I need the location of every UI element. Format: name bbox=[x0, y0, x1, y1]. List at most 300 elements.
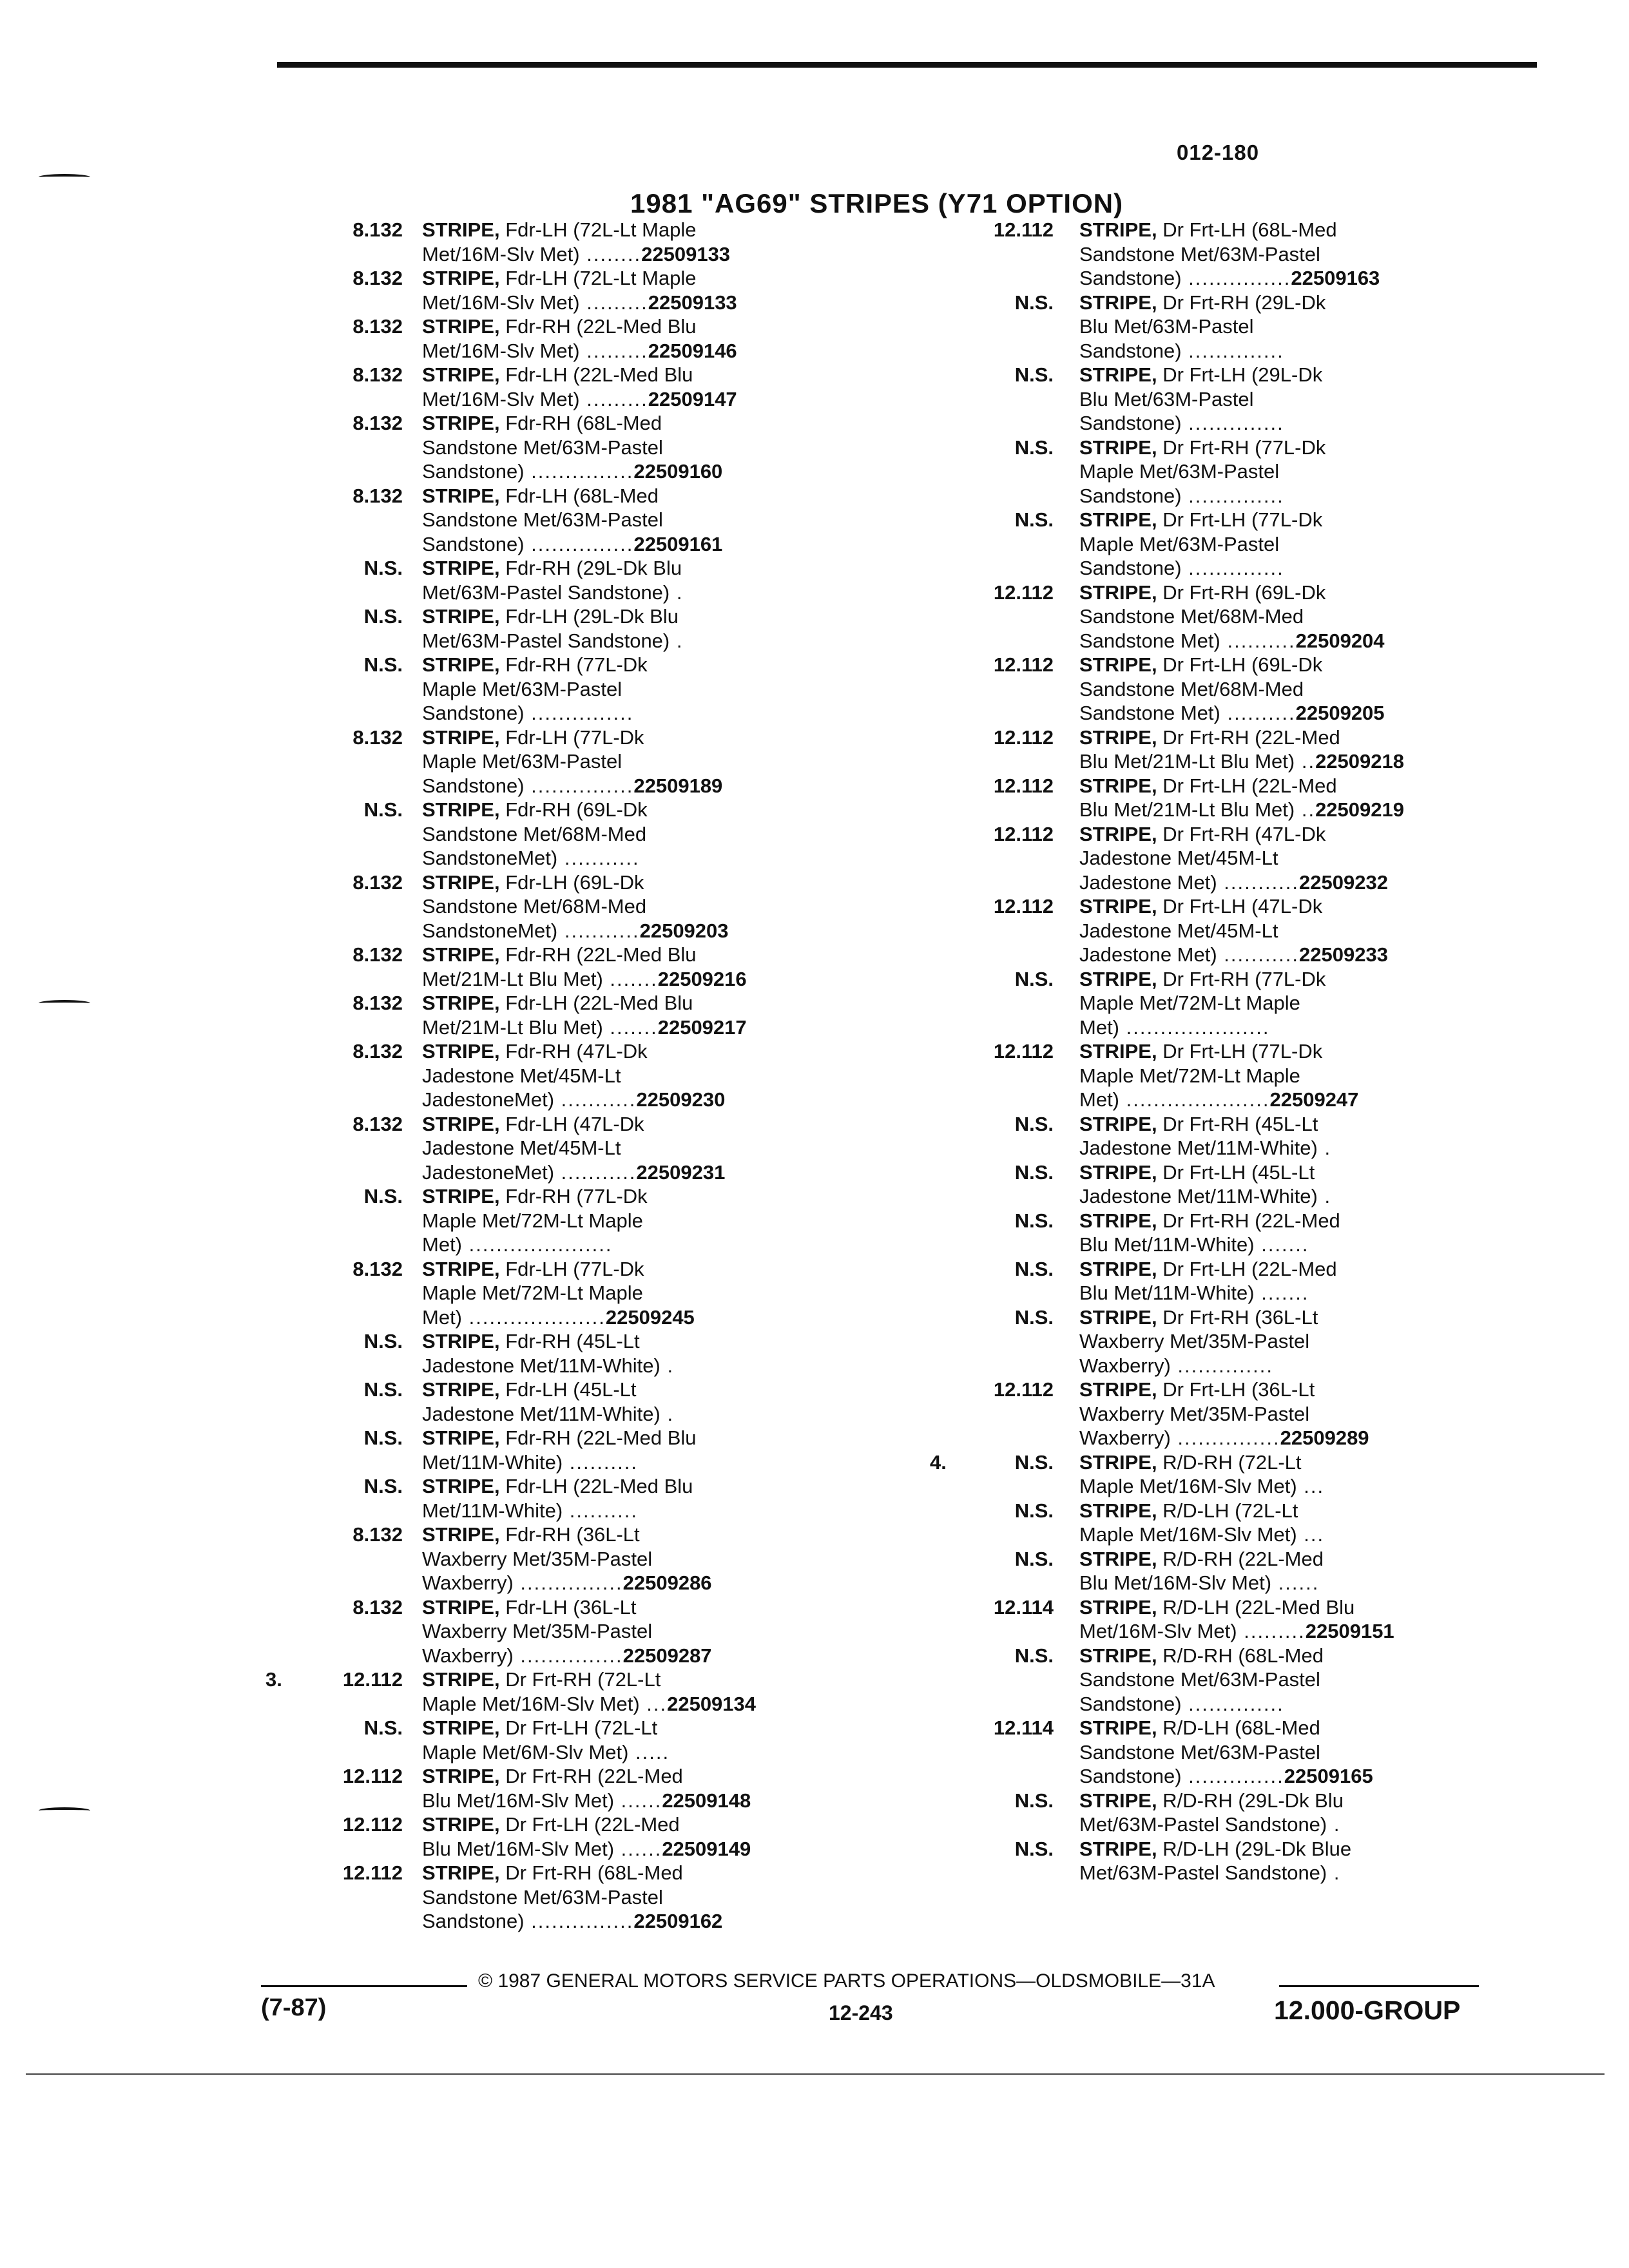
description-line bbox=[422, 1474, 873, 1499]
description-text: Dr Frt-LH (68L-Med bbox=[1162, 218, 1337, 241]
description-line bbox=[422, 1064, 873, 1088]
part-name: STRIPE, bbox=[422, 992, 500, 1014]
description-text: Fdr-RH (22L-Med Blu bbox=[505, 1427, 697, 1449]
description-text: Maple Met/16M-Slv Met) bbox=[1079, 1475, 1297, 1497]
description-text: Jadestone Met) bbox=[1079, 870, 1217, 894]
illustration-ref: N.S. bbox=[1014, 1499, 1054, 1522]
description-line bbox=[1079, 1789, 1537, 1813]
description-line bbox=[422, 653, 873, 677]
description-text: R/D-LH (72L-Lt bbox=[1162, 1499, 1298, 1522]
description-text: Dr Frt-RH (45L-Lt bbox=[1162, 1112, 1318, 1135]
description-line bbox=[1079, 870, 1537, 895]
description-text: Fdr-RH (69L-Dk bbox=[505, 798, 648, 821]
part-name: STRIPE, bbox=[422, 653, 500, 676]
dot-leader: ..................... bbox=[1119, 1088, 1270, 1111]
description-text: Blu Met/21M-Lt Blu Met) bbox=[1079, 798, 1295, 821]
part-description bbox=[422, 870, 873, 943]
dot-leader: ... bbox=[1296, 1475, 1325, 1497]
part-name: STRIPE, bbox=[422, 1861, 500, 1884]
description-line bbox=[1079, 919, 1537, 943]
illustration-ref: N.S. bbox=[1014, 1209, 1054, 1232]
description-line bbox=[422, 629, 873, 653]
dot-leader: ...... bbox=[614, 1789, 662, 1812]
description-line bbox=[422, 459, 873, 484]
part-name: STRIPE, bbox=[422, 1257, 500, 1280]
part-name: STRIPE, bbox=[1079, 1257, 1157, 1280]
illustration-ref: 8.132 bbox=[352, 315, 403, 338]
part-name: STRIPE, bbox=[422, 726, 500, 749]
part-name: STRIPE, bbox=[1079, 218, 1157, 241]
description-text: Met) bbox=[1079, 1088, 1119, 1111]
description-line bbox=[1079, 943, 1537, 967]
description-line bbox=[1079, 1667, 1537, 1692]
part-number: 22509233 bbox=[1299, 943, 1388, 966]
illustration-ref: N.S. bbox=[363, 1330, 403, 1352]
illustration-ref: N.S. bbox=[1014, 1789, 1054, 1812]
description-text: Jadestone Met/45M-Lt bbox=[422, 1137, 621, 1159]
part-name: STRIPE, bbox=[1079, 291, 1157, 314]
description-line bbox=[422, 774, 873, 798]
description-line bbox=[422, 242, 873, 267]
illustration-ref: 12.114 bbox=[993, 1716, 1054, 1739]
description-text: Fdr-LH (22L-Med Blu bbox=[505, 992, 693, 1014]
part-number: 22509189 bbox=[633, 774, 723, 797]
description-line bbox=[1079, 604, 1537, 629]
description-line bbox=[1079, 532, 1537, 557]
illustration-ref: 8.132 bbox=[352, 1595, 403, 1619]
description-line bbox=[422, 701, 873, 726]
part-number: 22509247 bbox=[1269, 1088, 1359, 1111]
description-line bbox=[1079, 1837, 1537, 1861]
binder-hole-mark bbox=[39, 1807, 90, 1814]
part-entry bbox=[905, 894, 1537, 967]
dot-leader: ............... bbox=[1170, 1427, 1280, 1449]
dot-leader: .............. bbox=[1181, 1765, 1284, 1787]
part-name: STRIPE, bbox=[1079, 1209, 1157, 1232]
description-line bbox=[1079, 1064, 1537, 1088]
binder-hole-mark bbox=[39, 1000, 90, 1006]
description-line bbox=[422, 822, 873, 847]
illustration-ref: N.S. bbox=[1014, 1837, 1054, 1860]
part-entry bbox=[905, 291, 1537, 363]
illustration-ref: 12.112 bbox=[342, 1765, 403, 1787]
part-description bbox=[1079, 967, 1537, 1040]
illustration-ref: N.S. bbox=[1014, 1450, 1054, 1474]
description-text: Sandstone) bbox=[422, 774, 525, 797]
dot-leader: . bbox=[660, 1402, 675, 1425]
description-text: Dr Frt-LH (72L-Lt bbox=[505, 1716, 658, 1739]
part-description bbox=[422, 363, 873, 411]
part-name: STRIPE, bbox=[1079, 363, 1157, 386]
part-description bbox=[1079, 1450, 1537, 1499]
description-text: Waxberry) bbox=[422, 1644, 514, 1667]
description-line bbox=[422, 1112, 873, 1137]
description-line bbox=[422, 1088, 873, 1112]
description-line bbox=[1079, 967, 1537, 992]
description-line bbox=[1079, 1209, 1537, 1233]
dot-leader: ... bbox=[1296, 1523, 1325, 1546]
top-rule bbox=[277, 62, 1537, 68]
description-text: Jadestone Met) bbox=[1079, 943, 1217, 966]
page-title: 1981 "AG69" STRIPES (Y71 OPTION) bbox=[630, 188, 1124, 218]
illustration-ref: N.S. bbox=[1014, 1112, 1054, 1135]
description-text: Waxberry Met/35M-Pastel bbox=[422, 1620, 653, 1642]
description-text: Maple Met/63M-Pastel bbox=[422, 677, 622, 700]
part-entry bbox=[905, 581, 1537, 653]
description-line bbox=[1079, 1160, 1537, 1185]
part-entry bbox=[267, 1595, 873, 1668]
dot-leader: . bbox=[670, 629, 684, 652]
illustration-ref: N.S. bbox=[363, 1378, 403, 1401]
description-line bbox=[422, 1764, 873, 1789]
description-text: Fdr-RH (22L-Med Blu bbox=[505, 315, 697, 338]
description-text: Sandstone) bbox=[1079, 1765, 1182, 1787]
description-line bbox=[1079, 798, 1537, 822]
illustration-ref: N.S. bbox=[1014, 1644, 1054, 1667]
copyright: © 1987 GENERAL MOTORS SERVICE PARTS OPERATIONS—OLDSMOBILE—31A bbox=[478, 1970, 1215, 1992]
part-description bbox=[422, 1329, 873, 1378]
description-line bbox=[422, 1644, 873, 1668]
description-line bbox=[422, 532, 873, 557]
dot-leader: ............... bbox=[524, 774, 634, 797]
description-text: Sandstone) bbox=[422, 532, 525, 555]
description-line bbox=[1079, 1305, 1537, 1330]
description-text: Met/21M-Lt Blu Met) bbox=[422, 1015, 603, 1039]
dot-leader: ..................... bbox=[1119, 1015, 1270, 1039]
part-entry bbox=[905, 1837, 1537, 1885]
dot-leader: ....... bbox=[1254, 1282, 1309, 1304]
part-name: STRIPE, bbox=[1079, 1547, 1157, 1570]
description-text: Dr Frt-LH (77L-Dk bbox=[1162, 508, 1323, 531]
illustration-ref: 8.132 bbox=[352, 943, 403, 966]
part-entry bbox=[905, 436, 1537, 508]
description-line bbox=[422, 870, 873, 895]
part-name: STRIPE, bbox=[1079, 1378, 1157, 1401]
dot-leader: .............. bbox=[1170, 1354, 1274, 1377]
description-text: Dr Frt-RH (72L-Lt bbox=[505, 1668, 661, 1691]
description-line bbox=[422, 991, 873, 1015]
description-text: Dr Frt-RH (29L-Dk bbox=[1162, 291, 1326, 314]
illustration-ref: 8.132 bbox=[352, 1112, 403, 1135]
description-line bbox=[1079, 653, 1537, 677]
dot-leader: ........... bbox=[1217, 870, 1300, 894]
description-line bbox=[422, 581, 873, 605]
dot-leader: ......... bbox=[579, 387, 648, 410]
part-entry bbox=[267, 1716, 873, 1764]
part-description bbox=[1079, 1499, 1537, 1547]
illustration-ref: 12.112 bbox=[342, 1813, 403, 1836]
part-description bbox=[422, 1861, 873, 1934]
description-text: R/D-RH (22L-Med bbox=[1162, 1547, 1324, 1570]
part-name: STRIPE, bbox=[422, 1378, 500, 1401]
part-name: STRIPE, bbox=[422, 605, 500, 628]
description-text: Waxberry) bbox=[1079, 1427, 1171, 1449]
description-text: Fdr-RH (77L-Dk bbox=[505, 1185, 648, 1207]
description-text: Blu Met/11M-White) bbox=[1079, 1233, 1255, 1256]
part-number: 22509219 bbox=[1315, 798, 1404, 821]
dot-leader: ...... bbox=[614, 1837, 662, 1860]
dot-leader: .................... bbox=[462, 1305, 606, 1329]
description-line bbox=[1079, 1740, 1537, 1765]
description-text: Met/63M-Pastel Sandstone) bbox=[1079, 1813, 1327, 1836]
description-text: Fdr-RH (47L-Dk bbox=[505, 1040, 648, 1062]
description-text: Sandstone) bbox=[422, 1910, 525, 1932]
part-name: STRIPE, bbox=[1079, 581, 1157, 604]
description-text: R/D-RH (72L-Lt bbox=[1162, 1450, 1302, 1474]
part-entry bbox=[267, 1378, 873, 1426]
part-entry bbox=[905, 1499, 1537, 1547]
illustration-ref: N.S. bbox=[1014, 1257, 1054, 1280]
part-number: 22509232 bbox=[1299, 870, 1388, 894]
part-entry bbox=[267, 1667, 873, 1716]
part-description bbox=[1079, 1837, 1537, 1885]
description-line bbox=[1079, 726, 1537, 750]
illustration-ref: 8.132 bbox=[352, 412, 403, 434]
description-text: Met/11M-White) bbox=[422, 1450, 563, 1474]
part-description bbox=[1079, 508, 1537, 581]
description-text: Fdr-RH (77L-Dk bbox=[505, 653, 648, 676]
part-description bbox=[422, 1039, 873, 1112]
part-name: STRIPE, bbox=[422, 1330, 500, 1352]
part-entry bbox=[905, 1378, 1537, 1450]
part-entry bbox=[267, 1812, 873, 1861]
part-entry bbox=[905, 1039, 1537, 1112]
section-number: 4. bbox=[930, 1450, 947, 1474]
part-name: STRIPE, bbox=[1079, 508, 1157, 531]
part-entry bbox=[267, 1257, 873, 1330]
dot-leader: ........... bbox=[554, 1088, 637, 1111]
dot-leader: ........... bbox=[557, 847, 640, 869]
description-text: Maple Met/72M-Lt Maple bbox=[422, 1209, 643, 1232]
description-line bbox=[422, 1595, 873, 1620]
part-description bbox=[1079, 1112, 1537, 1160]
part-name: STRIPE, bbox=[1079, 436, 1157, 459]
part-number: 22509217 bbox=[657, 1015, 747, 1039]
description-line bbox=[1079, 242, 1537, 267]
description-line bbox=[1079, 1764, 1537, 1789]
part-name: STRIPE, bbox=[422, 1813, 500, 1836]
description-line bbox=[1079, 1571, 1537, 1595]
description-text: Met/63M-Pastel Sandstone) bbox=[422, 581, 670, 604]
illustration-ref: N.S. bbox=[363, 1427, 403, 1449]
description-line bbox=[422, 1789, 873, 1813]
part-number: 22509289 bbox=[1280, 1427, 1369, 1449]
dot-leader: .............. bbox=[1181, 412, 1284, 434]
part-description bbox=[1079, 726, 1537, 774]
part-name: STRIPE, bbox=[1079, 1305, 1157, 1329]
description-line bbox=[1079, 556, 1537, 581]
part-description bbox=[1079, 894, 1537, 967]
dot-leader: ........... bbox=[554, 1160, 637, 1184]
description-text: Sandstone Met/63M-Pastel bbox=[422, 436, 663, 459]
description-line bbox=[422, 363, 873, 387]
part-description bbox=[422, 604, 873, 653]
part-name: STRIPE, bbox=[1079, 895, 1157, 918]
description-line bbox=[1079, 1039, 1537, 1064]
description-text: Waxberry Met/35M-Pastel bbox=[1079, 1330, 1310, 1352]
description-line bbox=[1079, 1450, 1537, 1475]
description-line bbox=[1079, 1088, 1537, 1112]
description-text: Dr Frt-RH (68L-Med bbox=[505, 1861, 683, 1884]
dot-leader: ............... bbox=[524, 460, 634, 483]
part-description bbox=[1079, 436, 1537, 508]
description-line bbox=[1079, 314, 1537, 339]
description-text: Waxberry Met/35M-Pastel bbox=[422, 1547, 653, 1570]
dot-leader: .......... bbox=[563, 1499, 638, 1522]
part-description bbox=[1079, 822, 1537, 895]
part-description bbox=[1079, 291, 1537, 363]
part-description bbox=[1079, 1209, 1537, 1257]
illustration-ref: N.S. bbox=[1014, 1547, 1054, 1570]
description-line bbox=[422, 1861, 873, 1885]
part-entry bbox=[905, 653, 1537, 726]
description-line bbox=[422, 1547, 873, 1571]
part-entry bbox=[905, 508, 1537, 581]
part-number: 22509165 bbox=[1284, 1765, 1373, 1787]
dot-leader: ... bbox=[639, 1692, 668, 1715]
description-text: Jadestone Met/45M-Lt bbox=[1079, 919, 1278, 942]
part-number: 22509160 bbox=[633, 460, 723, 483]
description-text: Sandstone) bbox=[422, 702, 525, 724]
description-line bbox=[1079, 266, 1537, 291]
part-number: 22509218 bbox=[1315, 750, 1404, 773]
illustration-ref: 8.132 bbox=[352, 992, 403, 1014]
description-line bbox=[422, 919, 873, 943]
dot-leader: .......... bbox=[1220, 702, 1296, 724]
part-number: 22509134 bbox=[667, 1692, 757, 1715]
description-line bbox=[1079, 1716, 1537, 1740]
description-line bbox=[1079, 411, 1537, 436]
description-line bbox=[1079, 1233, 1537, 1257]
description-text: Blu Met/63M-Pastel bbox=[1079, 387, 1254, 410]
part-name: STRIPE, bbox=[1079, 1160, 1157, 1184]
part-entry bbox=[267, 1861, 873, 1934]
description-line bbox=[1079, 629, 1537, 653]
description-line bbox=[422, 1426, 873, 1450]
description-line bbox=[1079, 363, 1537, 387]
illustration-ref: 12.112 bbox=[993, 1378, 1054, 1401]
part-entry bbox=[905, 1547, 1537, 1595]
description-text: Maple Met/16M-Slv Met) bbox=[422, 1692, 640, 1715]
description-text: Sandstone Met) bbox=[1079, 629, 1220, 652]
description-text: R/D-LH (22L-Med Blu bbox=[1162, 1595, 1355, 1619]
part-name: STRIPE, bbox=[422, 412, 500, 434]
dot-leader: ......... bbox=[579, 339, 648, 362]
part-description bbox=[1079, 1257, 1537, 1305]
illustration-ref: 8.132 bbox=[352, 1257, 403, 1280]
illustration-ref: N.S. bbox=[1014, 1160, 1054, 1184]
description-line bbox=[422, 1716, 873, 1740]
description-line bbox=[422, 1305, 873, 1330]
part-name: STRIPE, bbox=[422, 943, 500, 966]
page-code: 012-180 bbox=[1177, 140, 1260, 164]
description-line bbox=[422, 387, 873, 412]
part-description bbox=[1079, 218, 1537, 291]
part-description bbox=[1079, 1160, 1537, 1209]
part-description bbox=[1079, 1305, 1537, 1378]
part-description bbox=[1079, 653, 1537, 726]
part-description bbox=[422, 1595, 873, 1668]
part-description bbox=[1079, 1595, 1537, 1644]
description-line bbox=[422, 846, 873, 870]
part-name: STRIPE, bbox=[422, 267, 500, 289]
description-text: Fdr-LH (45L-Lt bbox=[505, 1378, 637, 1401]
description-line bbox=[422, 1233, 873, 1257]
part-entry bbox=[267, 1764, 873, 1812]
description-text: Jadestone Met/11M-White) bbox=[1079, 1137, 1318, 1159]
dot-leader: ............... bbox=[524, 702, 634, 724]
dot-leader: ......... bbox=[1237, 1620, 1306, 1642]
part-description bbox=[422, 556, 873, 604]
description-text: Met/63M-Pastel Sandstone) bbox=[1079, 1861, 1327, 1884]
part-number: 22509162 bbox=[633, 1910, 723, 1932]
part-name: STRIPE, bbox=[422, 1040, 500, 1062]
part-entry bbox=[267, 1474, 873, 1523]
part-number: 22509245 bbox=[605, 1305, 695, 1329]
dot-leader: .............. bbox=[1181, 557, 1284, 579]
part-description bbox=[422, 1716, 873, 1764]
footer-rule bbox=[1279, 1985, 1479, 1987]
description-text: Maple Met/16M-Slv Met) bbox=[1079, 1523, 1297, 1546]
part-entry bbox=[905, 1305, 1537, 1378]
description-text: Maple Met/63M-Pastel bbox=[1079, 532, 1280, 555]
part-entry bbox=[905, 1644, 1537, 1716]
part-description bbox=[1079, 1547, 1537, 1595]
part-description bbox=[422, 314, 873, 363]
part-description bbox=[422, 991, 873, 1039]
dot-leader: . bbox=[1327, 1861, 1341, 1884]
description-line bbox=[422, 1499, 873, 1523]
description-line bbox=[422, 1523, 873, 1547]
part-description bbox=[1079, 1039, 1537, 1112]
dot-leader: ............... bbox=[524, 1910, 634, 1932]
description-line bbox=[1079, 1136, 1537, 1160]
part-description bbox=[422, 653, 873, 726]
description-text: Blu Met/11M-White) bbox=[1079, 1282, 1255, 1304]
description-text: Sandstone) bbox=[1079, 267, 1182, 289]
dot-leader: ....... bbox=[602, 1015, 658, 1039]
description-text: Dr Frt-LH (36L-Lt bbox=[1162, 1378, 1315, 1401]
part-number: 22509149 bbox=[662, 1837, 751, 1860]
dot-leader: . bbox=[1317, 1137, 1332, 1159]
description-text: Dr Frt-RH (47L-Dk bbox=[1162, 822, 1326, 845]
description-line bbox=[422, 1257, 873, 1282]
dot-leader: ..................... bbox=[462, 1233, 613, 1256]
part-entry bbox=[905, 1160, 1537, 1209]
illustration-ref: 8.132 bbox=[352, 1523, 403, 1546]
footer-group: 12.000-GROUP bbox=[1274, 1995, 1461, 2025]
dot-leader: ....... bbox=[602, 967, 658, 990]
description-line bbox=[422, 508, 873, 532]
dot-leader: ........... bbox=[557, 919, 640, 942]
description-line bbox=[422, 1039, 873, 1064]
illustration-ref: N.S. bbox=[1014, 436, 1054, 459]
part-entry bbox=[267, 991, 873, 1039]
illustration-ref: 8.132 bbox=[352, 363, 403, 386]
part-description bbox=[422, 1812, 873, 1861]
part-entry bbox=[905, 1595, 1537, 1644]
description-line bbox=[1079, 218, 1537, 242]
part-name: STRIPE, bbox=[422, 1765, 500, 1787]
description-line bbox=[422, 1378, 873, 1402]
description-line bbox=[422, 1281, 873, 1305]
part-description bbox=[422, 798, 873, 870]
illustration-ref: 8.132 bbox=[352, 870, 403, 894]
description-text: Fdr-LH (69L-Dk bbox=[505, 870, 644, 894]
description-line bbox=[1079, 1329, 1537, 1354]
dot-leader: ....... bbox=[1254, 1233, 1309, 1256]
part-name: STRIPE, bbox=[422, 315, 500, 338]
